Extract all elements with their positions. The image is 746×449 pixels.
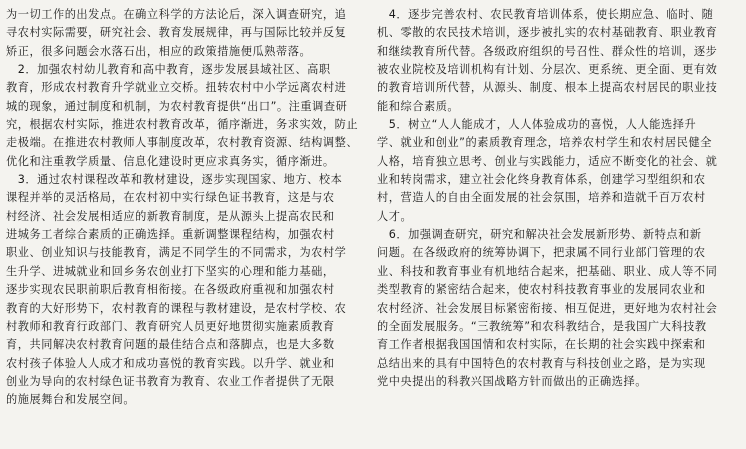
text-line: 职业、创业知识与技能教育，满足不同学生的不同需求，为农村学 [6,246,347,260]
text-line: 创业为导向的农村绿色证书教育为教育、农业工作者提供了无限 [6,374,335,388]
text-line: 的施展舞台和发展空间。 [6,393,136,407]
text-line: 3．通过农村课程改革和教材建设，逐步实现国家、地方、校本 [6,173,343,187]
text-line: 人才。 [377,209,413,223]
text-line: 育工作者根据我国国情和农村实际，在长期的社会实践中探索和 [377,338,706,352]
text-line: 村教师和教育行政部门、教育研究人员更好地贯彻实施素质教育 [6,319,335,333]
text-line: 学、就业和创业”的素质教育理念，培养农村学生和农村居民健全 [377,136,712,150]
text-line: 和继续教育所代替。各级政府组织的号召性、群众性的培训，逐步 [377,44,718,58]
text-line: 业和转岗需求，建立社会化终身教育体系，创建学习型组织和农 [377,173,706,187]
text-line: 村经济、社会发展相适应的新教育制度，是从源头上提高农民和 [6,209,335,223]
text-line: 寻农村实际需要，研究社会、教育发展规律，再与国际比较并反复 [6,26,347,40]
text-line: 的全面发展服务。“三教统筹”和农科教结合，是我国广大科技教 [377,319,707,333]
text-line: 业、科技和教育事业有机地结合起来，把基础、职业、成人等不同 [377,264,718,278]
text-line: 教育的大好形势下，农村教育的课程与教材建设，是农村学校、农 [6,301,347,315]
text-line: 城的现象，通过制度和机制，为农村教育提供“出口”。注重调查研 [6,99,348,113]
text-line: 优化和注重教学质量、信息化建设时更应求真务实，循序渐进。 [6,154,335,168]
text-line: 逐步实现农民职前职后教育相衔接。在各级政府重视和加强农村 [6,283,335,297]
left-text-column [6,6,366,410]
text-line: 总结出来的具有中国特色的农村教育与科技创业之路，是为实现 [377,356,706,370]
text-line: 究，根据农村实际，推进农村教育改革，循序渐进，务求实效，防止 [6,118,359,132]
text-line: 类型教育的紧密结合起来，使农村科技教育事业的发展同农业和 [377,283,706,297]
text-line: 5．树立“人人能成才，人人体验成功的喜悦，人人能选择升 [377,118,697,132]
text-line: 问题。在各级政府的统筹协调下，把隶属不同行业部门管理的农 [377,246,706,260]
text-line: 2．加强农村幼儿教育和高中教育，逐步发展县域社区、高职 [6,63,331,77]
text-line: 机、零散的农民技术培训，逐步被扎实的农村基础教育、职业教育 [377,26,718,40]
text-line: 农村孩子体验人人成才和成功喜悦的教育实践。以升学、就业和 [6,356,335,370]
text-line: 育，共同解决农村教育问题的最佳结合点和落脚点，也是大多数 [6,338,335,352]
text-line: 生升学、进城就业和回乡务农创业打下坚实的心理和能力基础， [6,264,335,278]
text-line: 人格，培育独立思考、创业与实践能力，适应不断变化的社会、就 [377,154,718,168]
text-line: 为一切工作的出发点。在确立科学的方法论后，深入调查研究，追 [6,8,347,21]
text-line: 被农业院校及培训机构有计划、分层次、更系统、更全面、更有效 [377,63,718,77]
text-line: 4．逐步完善农村、农民教育培训体系，使长期应急、临时、随 [377,8,714,21]
text-line: 进城务工者综合素质的正确选择。重新调整课程结构，加强农村 [6,228,335,242]
text-line: 村，营造人的自由全面发展的社会氛围，培养和造就千百万农村 [377,191,706,205]
right-text-column [377,6,740,391]
text-line: 教育，形成农村教育升学就业立交桥。扭转农村中小学远离农村进 [6,81,347,95]
text-line: 矫正，很多问题会水落石出，相应的政策措施便瓜熟蒂落。 [6,44,312,58]
text-line: 课程并举的灵活格局，在农村初中实行绿色证书教育，这是与农 [6,191,335,205]
text-line: 走极端。在推进农村教师人事制度改革，农村教育资源、结构调整、 [6,136,359,150]
text-line: 的教育培训所代替，从源头、制度、根本上提高农村居民的职业技 [377,81,718,95]
text-line: 能和综合素质。 [377,99,460,113]
text-line: 农村经济、社会发展目标紧密衔接、相互促进，更好地为农村社会 [377,301,718,315]
text-line: 党中央提出的科教兴国战略方针而做出的正确选择。 [377,374,647,388]
text-line: 6．加强调查研究，研究和解决社会发展新形势、新特点和新 [377,228,702,242]
